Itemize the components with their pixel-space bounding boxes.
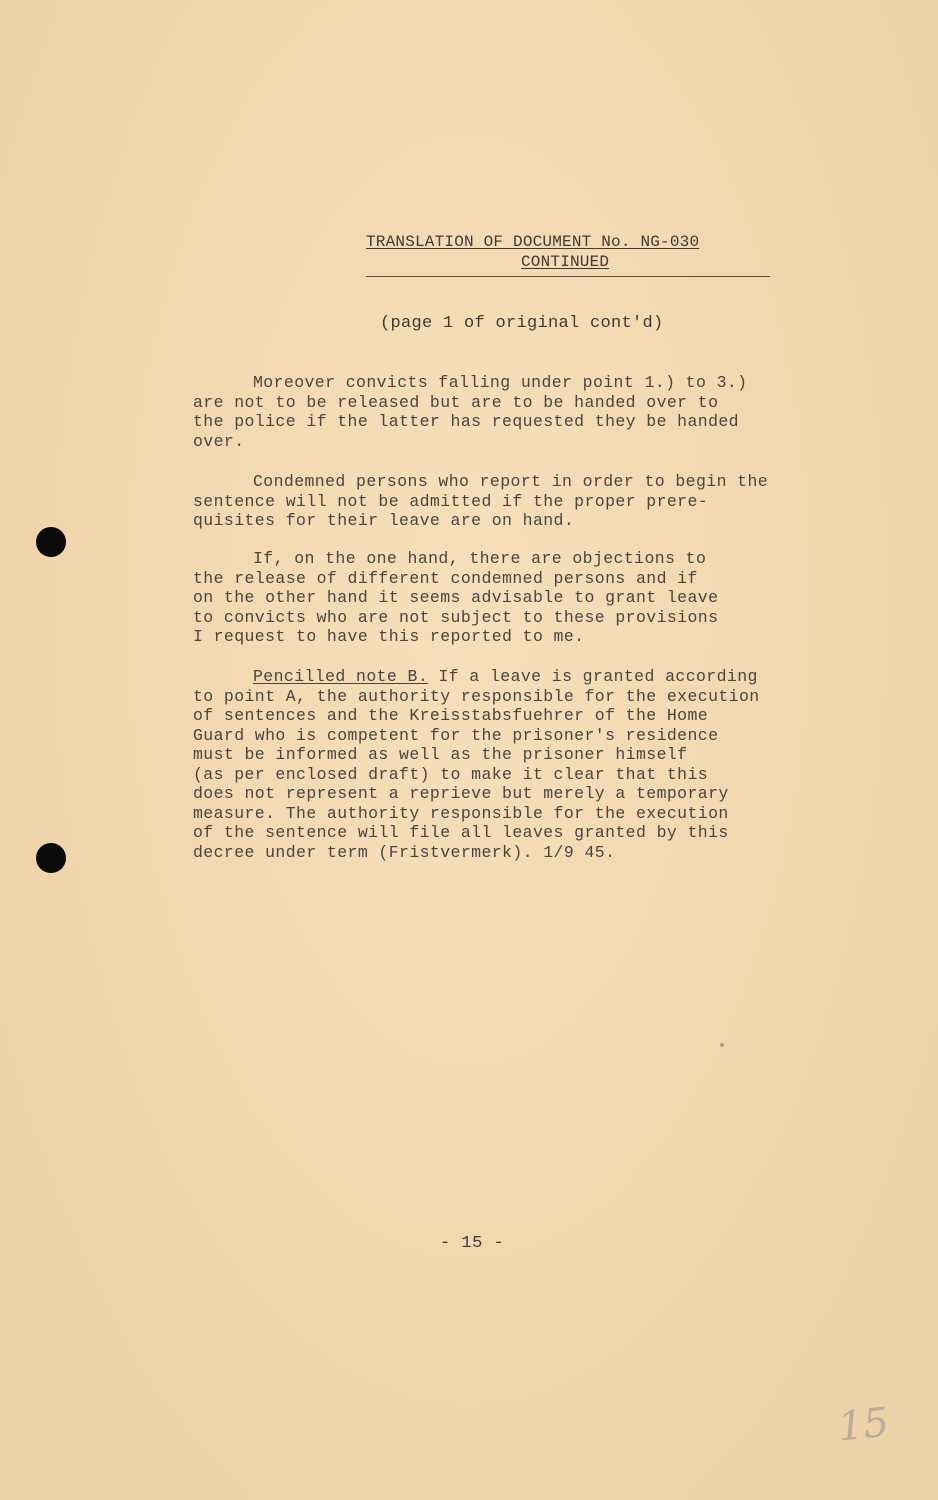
- paragraph-line: If, on the one hand, there are objections to: [253, 549, 707, 568]
- paragraph-line: measure. The authority responsible for the execution: [193, 803, 729, 823]
- paragraph-line: over.: [193, 431, 245, 451]
- paragraph-3: [193, 549, 833, 647]
- paragraph-line: quisites for their leave are on hand.: [193, 511, 575, 530]
- paragraph-1: [193, 373, 833, 451]
- paragraph-line: does not represent a reprieve but merely a temporary: [193, 784, 729, 803]
- paragraph-line: I request to have this reported to me.: [193, 627, 585, 646]
- paragraph-line: Moreover convicts falling under point 1.) to 3.): [253, 373, 748, 392]
- page-number: - 15 -: [440, 1234, 505, 1253]
- paragraph-line: If a leave is granted according: [438, 667, 758, 686]
- paragraph-2: [193, 472, 833, 531]
- paragraph-line: of the sentence will file all leaves granted by this: [193, 823, 729, 842]
- paragraph-line: the police if the latter has requested they be handed: [193, 412, 739, 431]
- header-rule: [366, 276, 770, 277]
- paragraph-4: [193, 667, 833, 862]
- paragraph-line: must be informed as well as the prisoner himself: [193, 745, 688, 764]
- paragraph-line: Guard who is competent for the prisoner's residence: [193, 725, 719, 745]
- punch-hole-top: [36, 527, 66, 557]
- pencilled-note-label: Pencilled note B.: [253, 667, 429, 686]
- paragraph-line: are not to be released but are to be handed over to: [193, 392, 719, 412]
- paragraph-line: to convicts who are not subject to these provisions: [193, 607, 719, 627]
- paragraph-line: the release of different condemned persons and if: [193, 568, 698, 588]
- handwritten-page-number: 15: [835, 1399, 892, 1451]
- paragraph-line: of sentences and the Kreisstabsfuehrer of the Home: [193, 706, 709, 725]
- paragraph-line: on the other hand it seems advisable to grant leave: [193, 588, 719, 607]
- paragraph-first-line: [193, 667, 833, 687]
- header-continued: CONTINUED: [521, 253, 610, 271]
- page-subtitle: (page 1 of original cont'd): [380, 314, 664, 333]
- paragraph-line: decree under term (Fristvermerk). 1/9 45.: [193, 842, 616, 862]
- paragraph-line: (as per enclosed draft) to make it clear that this: [193, 764, 709, 784]
- paragraph-line: Condemned persons who report in order to begin the: [253, 472, 769, 491]
- paper-speck: [720, 1043, 724, 1047]
- paragraph-line: sentence will not be admitted if the proper prere-: [193, 491, 709, 511]
- document-header: [366, 232, 776, 272]
- paragraph-line: to point A, the authority responsible for the execution: [193, 686, 760, 706]
- header-title: TRANSLATION OF DOCUMENT No. NG-030: [366, 233, 700, 251]
- punch-hole-bottom: [36, 843, 66, 873]
